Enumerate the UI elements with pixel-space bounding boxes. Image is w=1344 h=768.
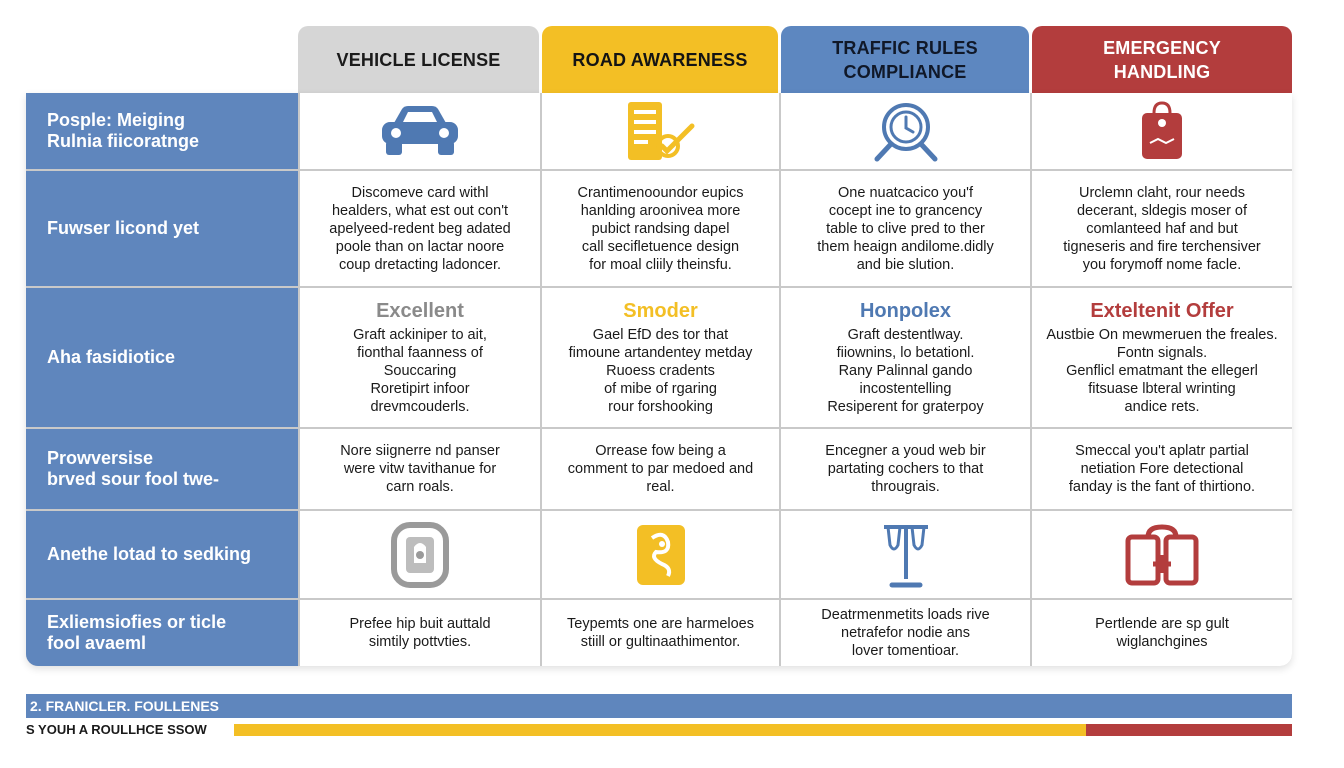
first-aid-icon: [1124, 523, 1200, 587]
glasses-stand-icon: [878, 519, 934, 591]
table-body: [26, 93, 1292, 666]
row-label: Exliemsiofies or ticle fool avaeml: [26, 600, 298, 666]
row-label: Prowversise brved sour fool twe-: [26, 429, 298, 509]
bag-icon: [1138, 99, 1186, 163]
table-cell: Honpolex Graft destentlway. fiiownins, lo betationl. Rany Palinnal gando incostentelling Resiperent for graterpoy: [781, 288, 1030, 427]
table-cell: Urclemn claht, rour needs decerant, sldegis moser of comlanteed haf and but tigneseris and fire terchensiver you forymoff nome facle.: [1032, 171, 1292, 286]
table-cell: Pertlende are sp gult wiglanchgines: [1032, 600, 1292, 666]
table-cell: Smoder Gael EfD des tor that fimoune artandentey metday Ruoess cradents of mibe of rgaring rour forshooking: [542, 288, 779, 427]
column-header-road-awareness: ROAD AWARENESS: [542, 26, 778, 93]
card-icon: [634, 522, 688, 588]
table-cell: Smeccal you't aplatr partial netiation Fore detectional fanday is the fant of thirtiono.: [1032, 429, 1292, 509]
column-header-traffic-rules: TRAFFIC RULES COMPLIANCE: [781, 26, 1029, 93]
table-cell: Nore siignerre nd panser were vitw tavithanue for carn roals.: [300, 429, 540, 509]
table-cell: Orrease fow being a comment to par medoed and real.: [542, 429, 779, 509]
row-label: Fuwser licond yet: [26, 171, 298, 286]
table-cell: Teypemts one are harmeloes stiill or gultinaathimentor.: [542, 600, 779, 666]
table-cell: [1032, 511, 1292, 598]
tag-device-icon: [388, 521, 452, 589]
table-cell: [781, 93, 1030, 169]
footer-bar-yellow: [234, 724, 1086, 736]
rating-label: Excellent: [376, 300, 464, 322]
table-cell: One nuatcacico you'f cocept ine to grancency table to clive pred to ther them heaign andilome.didly and bie slution.: [781, 171, 1030, 286]
car-icon: [376, 105, 464, 157]
row-label: Posple: Meiging Rulnia fiicoratnge: [26, 93, 298, 169]
rating-label: Smoder: [623, 300, 698, 322]
table-cell: [542, 93, 779, 169]
column-header-emergency-handling: EMERGENCY HANDLING: [1032, 26, 1292, 93]
row-label: Anethe lotad to sedking: [26, 511, 298, 598]
footer-bar-red: [1086, 724, 1292, 736]
table-cell: [300, 93, 540, 169]
table-cell: [781, 511, 1030, 598]
table-cell: [542, 511, 779, 598]
table-cell: Exteltenit Offer Austbie On mewmeruen the freales. Fontn signals. Genflicl ematmant the ellegerl fitsuase lbteral wrinting andice rets.: [1032, 288, 1292, 427]
table-cell: Crantimenooundor eupics hanlding aroonivea more pubict randsing dapel call secifletuence design for moal cliily theinsfu.: [542, 171, 779, 286]
table-cell: Encegner a youd web bir partating cochers to that througrais.: [781, 429, 1030, 509]
rating-label: Exteltenit Offer: [1090, 300, 1234, 322]
column-header-vehicle-license: VEHICLE LICENSE: [298, 26, 539, 93]
table-cell: [1032, 93, 1292, 169]
row-label: Aha fasidiotice: [26, 288, 298, 427]
table-cell: Discomeve card withl healders, what est out con't apelyeed-redent beg adated poole than on lactar noore coup dretacting ladoncer.: [300, 171, 540, 286]
rating-label: Honpolex: [859, 300, 952, 322]
magnifier-clock-icon: [871, 99, 941, 163]
table-cell: Excellent Graft ackiniper to ait, fionthal faanness of Souccaring Roretipirt infoor drevmcouderls.: [300, 288, 540, 427]
table-cell: [300, 511, 540, 598]
footer-bar-blue: 2. FRANICLER. FOULLENES: [26, 694, 1292, 718]
table-cell: Prefee hip buit auttald simtily pottvties.: [300, 600, 540, 666]
comparison-table: [26, 26, 1292, 666]
checklist-icon: [624, 100, 698, 162]
footer-bar-label: S YOUH A ROULLHCE SSOW: [26, 722, 207, 737]
table-cell: Deatrmenmetits loads rive netrafefor nodie ans lover tomentioar.: [781, 600, 1030, 666]
